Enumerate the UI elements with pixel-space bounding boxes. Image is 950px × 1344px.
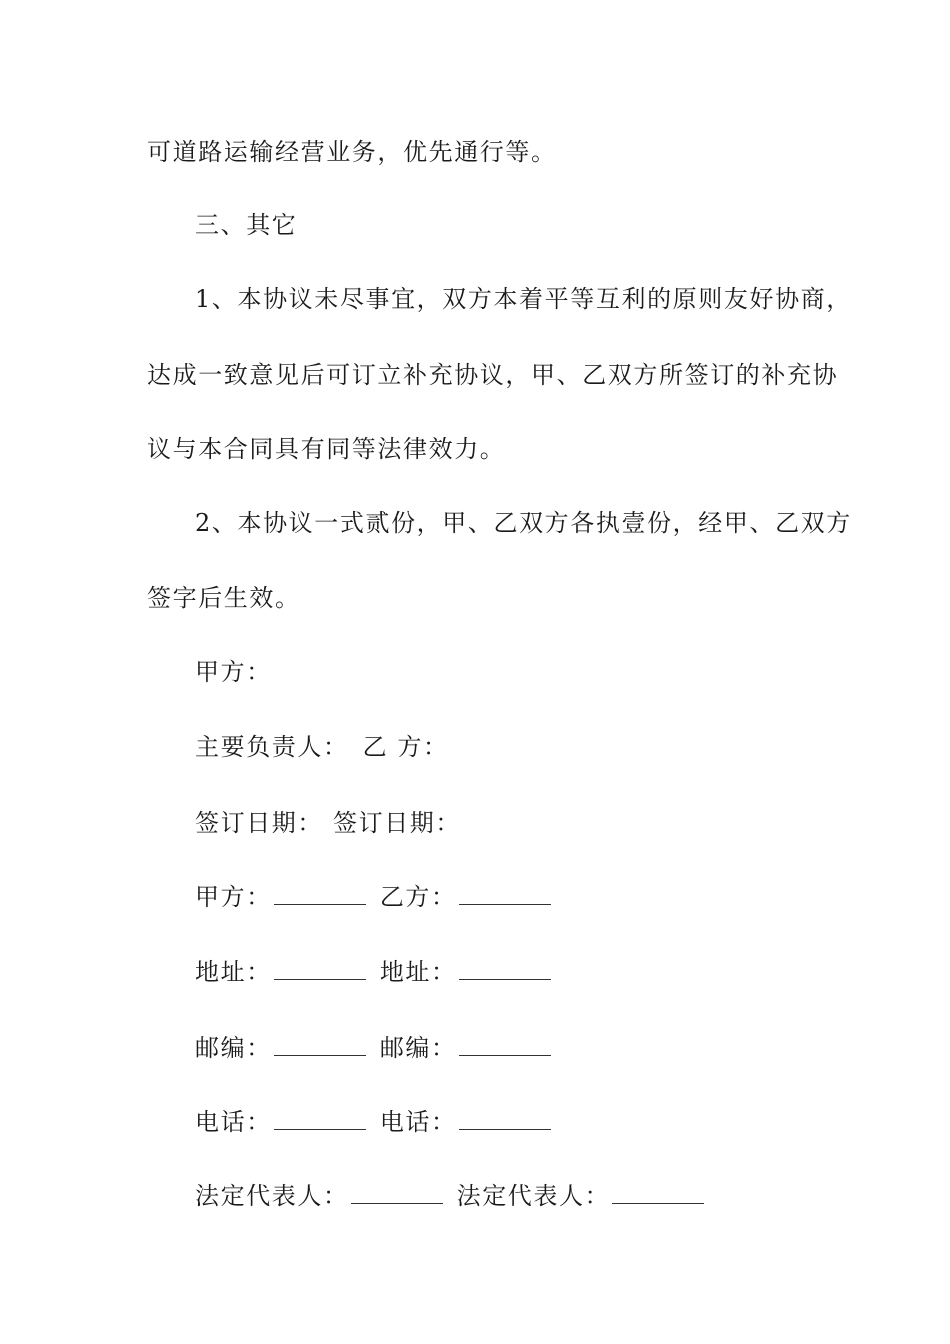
- form-left-label: 邮编：: [195, 1034, 272, 1062]
- form-row-phone: [195, 1107, 551, 1137]
- sign-date-a-label: 签订日期：: [195, 809, 323, 837]
- form-right-label: 乙方：: [379, 883, 457, 911]
- fill-in-blank[interactable]: [274, 957, 366, 980]
- form-left-label: 地址：: [195, 958, 272, 986]
- fill-in-blank[interactable]: [459, 1033, 551, 1056]
- sign-date-row: [195, 808, 461, 838]
- form-right-label: 地址：: [379, 958, 457, 986]
- party-a-label: 甲方：: [195, 658, 272, 686]
- party-b-label: 乙 方：: [362, 733, 449, 761]
- form-row-address: [195, 957, 551, 987]
- section-heading-other: 三、其它: [195, 211, 298, 239]
- form-right-label: 法定代表人：: [456, 1182, 611, 1210]
- form-left-label: 甲方：: [195, 883, 272, 911]
- clause-1-line-2: 达成一致意见后可订立补充协议，甲、乙双方所签订的补充协: [147, 361, 839, 389]
- form-row-postcode: [195, 1033, 551, 1063]
- fill-in-blank[interactable]: [459, 1107, 551, 1130]
- fill-in-blank[interactable]: [274, 882, 366, 905]
- form-row-party: [195, 882, 551, 912]
- form-left-label: 电话：: [195, 1108, 272, 1136]
- fill-in-blank[interactable]: [612, 1181, 704, 1204]
- fill-in-blank[interactable]: [459, 882, 551, 905]
- form-right-label: 邮编：: [379, 1034, 457, 1062]
- form-left-label: 法定代表人：: [195, 1182, 349, 1210]
- clause-2-line-2: 签字后生效。: [147, 584, 301, 612]
- form-right-label: 电话：: [379, 1108, 457, 1136]
- clause-2-line-1: 2、本协议一式贰份，甲、乙双方各执壹份，经甲、乙双方: [195, 509, 852, 537]
- fill-in-blank[interactable]: [274, 1033, 366, 1056]
- sign-date-b-label: 签订日期：: [333, 809, 461, 837]
- form-row-legal-rep: [195, 1181, 704, 1211]
- fill-in-blank[interactable]: [274, 1107, 366, 1130]
- paragraph-continuation: 可道路运输经营业务，优先通行等。: [147, 138, 557, 166]
- principal-label: 主要负责人：: [195, 733, 349, 761]
- fill-in-blank[interactable]: [459, 957, 551, 980]
- fill-in-blank[interactable]: [351, 1181, 443, 1204]
- clause-1-line-1: 1、本协议未尽事宜，双方本着平等互利的原则友好协商，: [195, 285, 852, 313]
- principal-row: [195, 732, 449, 762]
- clause-1-line-3: 议与本合同具有同等法律效力。: [147, 435, 506, 463]
